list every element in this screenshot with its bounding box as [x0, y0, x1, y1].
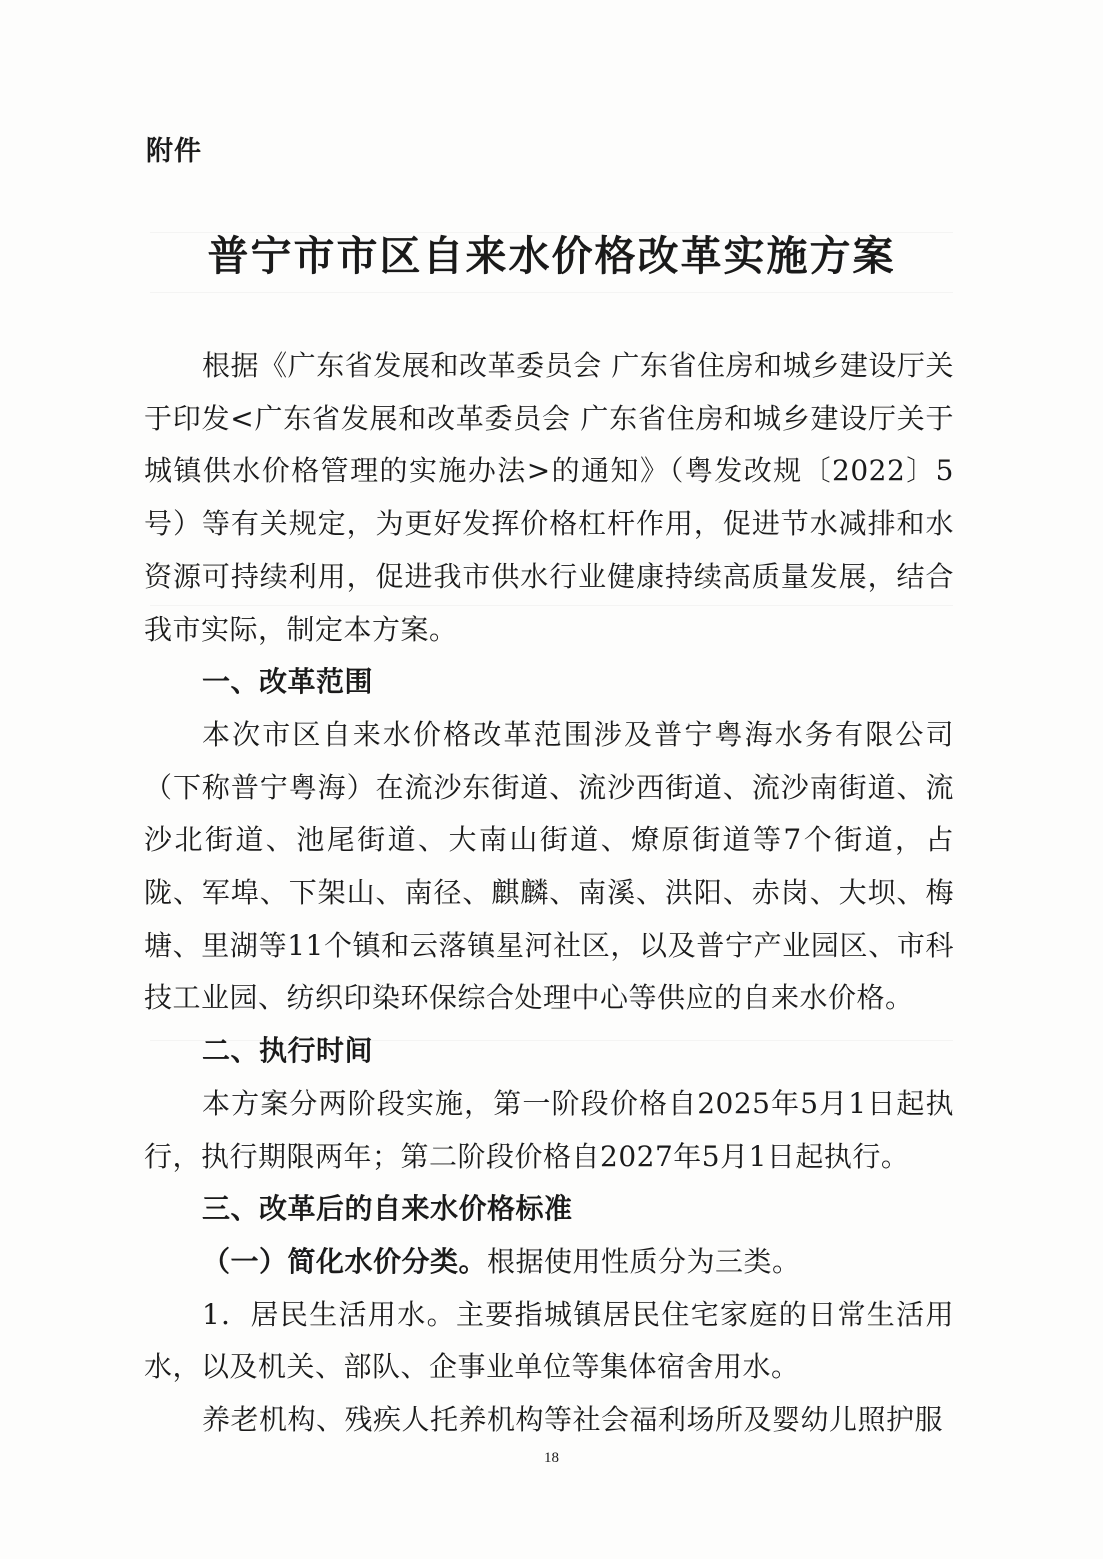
subsection-text: 根据使用性质分为三类。 — [487, 1244, 801, 1278]
section-text-time: 本方案分两阶段实施，第一阶段价格自2025年5月1日起执行，执行期限两年；第二阶段价格自2027年5月1日起执行。 — [144, 1086, 954, 1173]
subsection-heading: （一）简化水价分类。 — [202, 1244, 488, 1278]
document-body — [144, 340, 954, 1447]
section-heading-time: 二、执行时间 — [202, 1034, 374, 1068]
section-heading-scope: 一、改革范围 — [202, 665, 374, 699]
item-text: 主要指城镇居民住宅家庭的日常生活用水，以及机关、部队、企事业单位等集体宿舍用水。 — [144, 1297, 954, 1384]
item-label: 1．居民生活用水。 — [202, 1297, 456, 1331]
document-title: 普宁市市区自来水价格改革实施方案 — [207, 232, 896, 280]
attachment-label: 附件 — [146, 136, 202, 167]
item-continuation: 养老机构、残疾人托养机构等社会福利场所及婴幼儿照护服 — [202, 1403, 944, 1437]
section-text-scope: 本次市区自来水价格改革范围涉及普宁粤海水务有限公司（下称普宁粤海）在流沙东街道、流沙西街道、流沙南街道、流沙北街道、池尾街道、大南山街道、燎原街道等7个街道，占陇、军埠、下架山、南径、麒麟、南溪、洪阳、赤岗、大坝、梅塘、里湖等11个镇和云落镇星河社区，以及普宁产业园区、市科技工业园、纺织印染环保综合处理中心等供应的自来水价格。 — [144, 717, 954, 1015]
page-number: 18 — [544, 1450, 559, 1466]
subsection-classification — [144, 1236, 954, 1289]
item-residential — [144, 1289, 954, 1394]
intro-paragraph: 根据《广东省发展和改革委员会 广东省住房和城乡建设厅关于印发<广东省发展和改革委员会 广东省住房和城乡建设厅关于城镇供水价格管理的实施办法>的通知》（粤发改规〔2022〕5号）等有关规定，为更好发挥价格杠杆作用，促进节水减排和水资源可持续利用，促进我市供水行业健康持续高质量发展，结合我市实际，制定本方案。 — [144, 349, 954, 646]
section-heading-price-standard: 三、改革后的自来水价格标准 — [202, 1192, 573, 1226]
bleed-line — [150, 292, 953, 293]
